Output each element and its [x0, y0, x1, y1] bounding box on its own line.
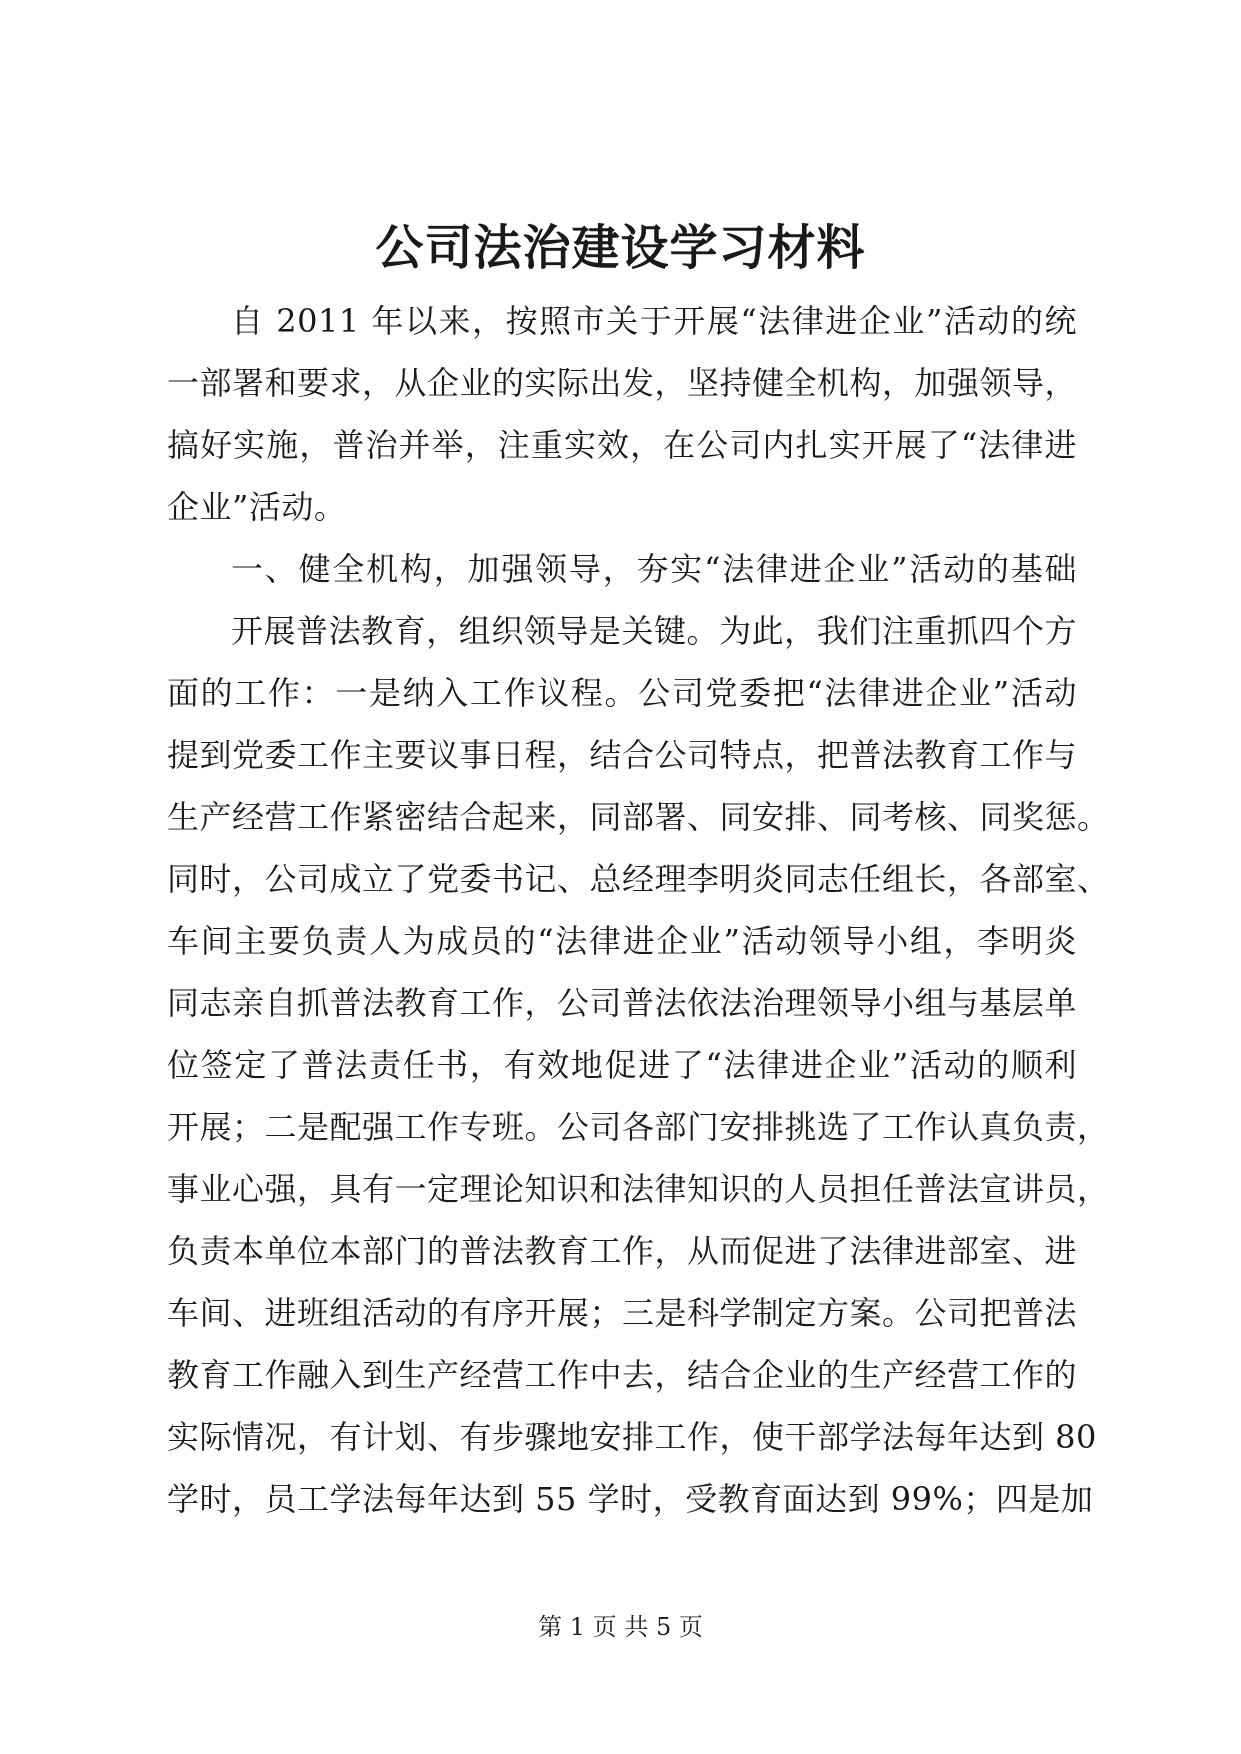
paragraph-line: 教育工作融入到生产经营工作中去，结合企业的生产经营工作的: [167, 1356, 1078, 1394]
paragraph-line: 一部署和要求，从企业的实际出发，坚持健全机构，加强领导，: [167, 364, 1078, 402]
paragraph-line: 开展普法教育，组织领导是关键。为此，我们注重抓四个方: [231, 612, 1077, 650]
page-number-footer: 第 1 页 共 5 页: [538, 1613, 703, 1641]
paragraph-line: 开展；二是配强工作专班。公司各部门安排挑选了工作认真负责，: [167, 1108, 1110, 1146]
paragraph-line: 事业心强，具有一定理论知识和法律知识的人员担任普法宣讲员，: [167, 1170, 1110, 1208]
paragraph-line: 提到党委工作主要议事日程，结合公司特点，把普法教育工作与: [167, 736, 1078, 774]
paragraph-line: 负责本单位本部门的普法教育工作，从而促进了法律进部室、进: [167, 1232, 1078, 1270]
document-body: [167, 290, 1110, 1530]
paragraph-line: 位签定了普法责任书，有效地促进了“法律进企业”活动的顺利: [167, 1046, 1077, 1084]
paragraph-line: 自 2011 年以来，按照市关于开展“法律进企业”活动的统: [231, 302, 1077, 340]
paragraph-line: 同时，公司成立了党委书记、总经理李明炎同志任组长，各部室、: [167, 860, 1110, 898]
paragraph-line: 车间、进班组活动的有序开展；三是科学制定方案。公司把普法: [167, 1294, 1078, 1332]
section-heading: 一、健全机构，加强领导，夯实“法律进企业”活动的基础: [231, 550, 1077, 588]
paragraph-line: 搞好实施，普治并举，注重实效，在公司内扎实开展了“法律进: [167, 426, 1077, 464]
paragraph-line: 车间主要负责人为成员的“法律进企业”活动领导小组，李明炎: [167, 922, 1077, 960]
paragraph-line: 企业”活动。: [167, 488, 347, 526]
paragraph-line: 面的工作：一是纳入工作议程。公司党委把“法律进企业”活动: [167, 674, 1077, 712]
paragraph-line: 生产经营工作紧密结合起来，同部署、同安排、同考核、同奖惩。: [167, 798, 1110, 836]
document-title: 公司法治建设学习材料: [375, 220, 866, 276]
paragraph-line: 同志亲自抓普法教育工作，公司普法依法治理领导小组与基层单: [167, 984, 1078, 1022]
paragraph-line: 学时，员工学法每年达到 55 学时，受教育面达到 99%；四是加: [167, 1480, 1094, 1518]
paragraph-line: 实际情况，有计划、有步骤地安排工作，使干部学法每年达到 80: [167, 1418, 1097, 1456]
